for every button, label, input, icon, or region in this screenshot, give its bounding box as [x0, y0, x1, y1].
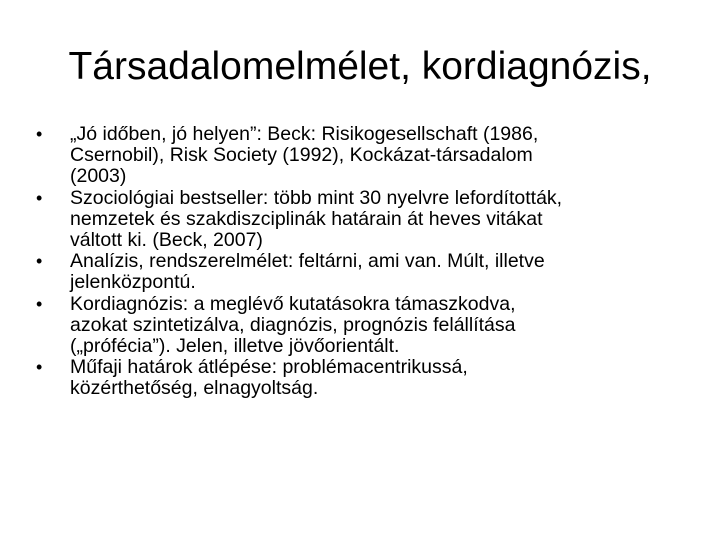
bullet-text-line: „Jó időben, jó helyen”: Beck: Risikogesellschaft (1986,	[70, 123, 539, 145]
bullet-dot-icon: •	[36, 251, 43, 272]
bullet-text-line: közérthetőség, elnagyoltság.	[70, 377, 319, 400]
bullet-dot-icon: •	[36, 357, 43, 378]
bullet-text-line: azokat szintetizálva, diagnózis, prognózis felállítása	[70, 313, 516, 336]
bullet-text-line: Műfaji határok átlépése: problémacentrikussá,	[70, 356, 468, 379]
bullet-text-line: Analízis, rendszerelmélet: feltárni, ami van. Múlt, illetve	[70, 250, 545, 273]
bullet-list	[36, 124, 696, 400]
bullet-dot-icon: •	[36, 124, 43, 144]
bullet-item	[36, 188, 696, 252]
bullet-item	[36, 124, 696, 188]
slide-title: Társadalomelmélet, kordiagnózis,	[68, 45, 652, 88]
bullet-text-line: Csernobil), Risk Society (1992), Kockázat-társadalom	[70, 144, 533, 167]
bullet-text-line: váltott ki. (Beck, 2007)	[70, 229, 263, 252]
bullet-item	[36, 357, 696, 399]
bullet-item	[36, 251, 696, 293]
bullet-item	[36, 294, 696, 358]
bullet-dot-icon: •	[36, 293, 43, 314]
bullet-text-line: Kordiagnózis: a meglévő kutatásokra támaszkodva,	[70, 292, 516, 315]
bullet-text-line: jelenközpontú.	[70, 271, 196, 294]
bullet-dot-icon: •	[36, 187, 43, 208]
bullet-text-line: („prófécia”). Jelen, illetve jövőorientált.	[70, 335, 400, 358]
bullet-text-line: nemzetek és szakdiszciplinák határain át heves vitákat	[70, 207, 543, 230]
bullet-text-line: Szociológiai bestseller: több mint 30 nyelvre lefordították,	[70, 186, 563, 209]
bullet-text-line: (2003)	[70, 165, 127, 188]
